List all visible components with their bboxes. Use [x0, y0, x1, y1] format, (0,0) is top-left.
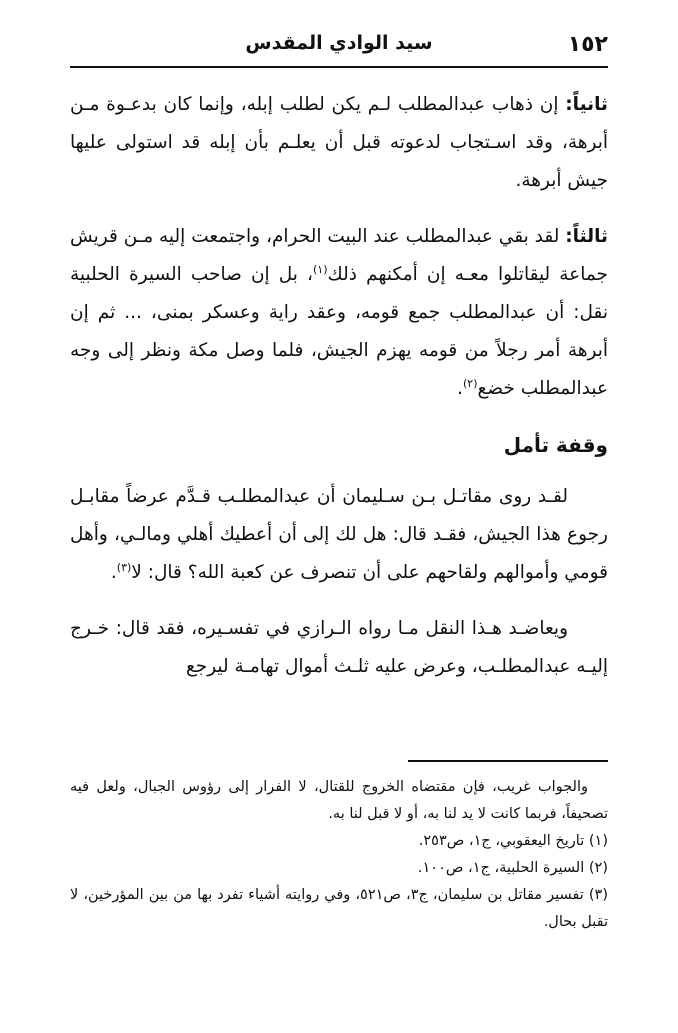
page-header — [70, 30, 608, 64]
footnote-ref-3[interactable]: (٣) — [116, 560, 132, 574]
paragraph-lead: ثالثاً: — [565, 226, 608, 247]
paragraph-text: ، بل إن صاحب السيرة الحلبية نقل: أن عبدالمطلب جمع قومه، وعقد راية وعسكر بمنى، ... ثم إن أبرهة أمر رجلاً من قومه يهزم الجيش، فلما وصل مكة ونظر إلى وجه عبدالمطلب خضع — [70, 264, 608, 399]
footnotes — [70, 774, 608, 936]
paragraph-text: . — [457, 378, 463, 399]
footnote-3 — [70, 882, 608, 936]
main-text — [70, 86, 608, 704]
footnote-text: تاريخ اليعقوبي، ج١، ص٢٥٣. — [418, 833, 585, 849]
running-title: سيد الوادي المقدس — [245, 32, 433, 54]
paragraph-lead: ثانياً: — [565, 94, 608, 115]
paragraph-thirdly — [70, 218, 608, 408]
footnote-text: تفسير مقاتل بن سليمان، ج٣، ص٥٢١، وفي روايته أشياء تفرد بها من بين المؤرخين، لا تقبل بحال. — [70, 887, 608, 930]
footnote-rule — [408, 760, 608, 762]
paragraph-text: لقد بقي عبدالمطلب عند البيت الحرام، واجتمعت إليه مـن قريش جماعة ليقاتلوا معـه إن أمكنهم ذلك — [70, 226, 608, 285]
footnote-1 — [70, 828, 608, 855]
paragraph-text: . — [110, 562, 117, 583]
footnote-continuation: والجواب غريب، فإن مقتضاه الخروج للقتال، لا الفرار إلى رؤوس الجبال، ولعل فيه تصحيفاً، فربما كانت لا يد لنا به، أو لا قبل لنا به. — [70, 779, 608, 822]
footnote-label: (٢) — [588, 860, 608, 876]
paragraph-razi — [70, 610, 608, 686]
paragraph-text: إن ذهاب عبدالمطلب لـم يكن لطلب إبله، وإنما كان بدعـوة مـن أبرهة، وقد اسـتجاب لدعوته قبل أن يعلـم بأن إبله قد استولى عليها جيش أبرهة. — [70, 94, 608, 191]
paragraph-text: لقـد روى مقاتـل بـن سـليمان أن عبدالمطلـب قـدَّم عرضاً مقابـل رجوع هذا الجيش، فقـد قال: هل لك إلى أن أعطيك أهلي ومالـي، وأهل قومي وأموالهم ولقاحهم على أن تنصرف عن كعبة الله؟ قال: لا — [70, 486, 608, 583]
footnote-label: (٣) — [588, 887, 609, 903]
paragraph-muqatil — [70, 478, 608, 592]
book-page — [70, 0, 608, 1033]
footnote-2 — [70, 855, 608, 882]
footnote-text: السيرة الحلبية، ج١، ص١٠٠. — [417, 860, 585, 876]
section-heading: وقفة تأمل — [503, 433, 608, 457]
footnote-ref-1[interactable]: (١) — [313, 262, 328, 276]
paragraph-text: ويعاضـد هـذا النقل مـا رواه الـرازي في تفسـيره، فقد قال: خـرج إليـه عبدالمطلـب، وعرض عليه ثلـث أموال تهامـة ليرجع — [70, 618, 608, 677]
footnote-ref-2[interactable]: (٢) — [463, 376, 478, 390]
footnote-label: (١) — [588, 833, 608, 849]
header-rule — [70, 66, 608, 68]
paragraph-secondly — [70, 86, 608, 200]
page-number: ١٥٢ — [567, 32, 608, 57]
